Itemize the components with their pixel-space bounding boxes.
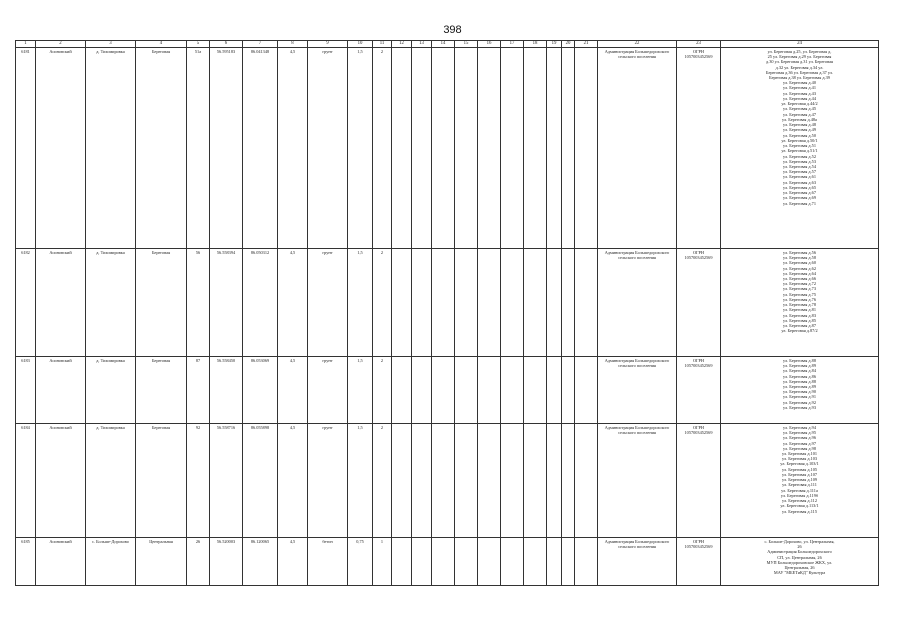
note-line: ул. Береговая д.109 xyxy=(781,477,818,483)
note-line: ул. Береговая д.103/1 xyxy=(780,461,819,467)
column-header: 2 xyxy=(36,41,86,48)
table-row xyxy=(16,537,879,585)
column-header: 11 xyxy=(373,41,392,48)
column-header: 23 xyxy=(677,41,721,48)
note-line: ул. Береговая д.105 xyxy=(781,466,818,472)
cell-empty xyxy=(412,356,432,423)
cell-area: 4,5 xyxy=(278,537,308,585)
cell-empty xyxy=(547,47,562,248)
cell-empty xyxy=(501,356,524,423)
cell-empty xyxy=(524,248,547,356)
cell-empty xyxy=(562,47,575,248)
cell-count: 1 xyxy=(373,537,392,585)
column-header: 13 xyxy=(412,41,432,48)
cell-empty xyxy=(501,248,524,356)
cell-surface: бетон xyxy=(308,537,348,585)
cell-empty xyxy=(575,423,598,537)
cell-area: 4,5 xyxy=(278,47,308,248)
cell-empty xyxy=(547,423,562,537)
cell-empty xyxy=(524,423,547,537)
note-line: ул. Береговая д.111 xyxy=(782,482,817,488)
ogrn-value: 1057003452569 xyxy=(684,255,713,261)
column-header: 16 xyxy=(478,41,501,48)
cell-empty xyxy=(392,248,412,356)
cell-lat: 56.558716 xyxy=(210,423,243,537)
cell-empty xyxy=(575,47,598,248)
ogrn-value: 1057003452569 xyxy=(684,54,713,60)
cell-ogrn xyxy=(677,537,721,585)
column-header: 15 xyxy=(455,41,478,48)
column-header: 12 xyxy=(392,41,412,48)
cell-ogrn xyxy=(677,356,721,423)
note-line: ул. Береговая д.64 xyxy=(783,270,816,276)
cell-empty xyxy=(478,537,501,585)
cell-lat: 56.520003 xyxy=(210,537,243,585)
note-line: ул. Береговая д.103 xyxy=(781,456,818,462)
cell-notes xyxy=(721,423,879,537)
note-line: 26 xyxy=(797,544,802,550)
note-line: 25 ул. Береговая д.29 ул. Береговая xyxy=(767,54,832,60)
cell-empty xyxy=(562,248,575,356)
cell-num: 6184 xyxy=(16,423,36,537)
cell-volume: 1,5 xyxy=(348,47,373,248)
note-line: ул. Береговая д.47 xyxy=(783,111,816,117)
cell-area: 4,5 xyxy=(278,356,308,423)
column-header: 18 xyxy=(524,41,547,48)
note-line: ул. Береговая д.107 xyxy=(781,471,818,477)
note-line: ул. Береговая д.51/1 xyxy=(781,148,818,154)
cell-empty xyxy=(392,423,412,537)
note-line: ул. Береговая д.50 xyxy=(783,132,816,138)
cell-empty xyxy=(455,248,478,356)
cell-count: 2 xyxy=(373,47,392,248)
note-line: ул. Береговая д.41 xyxy=(783,85,816,91)
cell-house: 87 xyxy=(187,356,210,423)
cell-lat: 56.595183 xyxy=(210,47,243,248)
cell-settlement: с. Больше-Дорохово xyxy=(86,537,136,585)
note-line: ул. Береговая д.65 xyxy=(783,184,816,190)
cell-notes xyxy=(721,248,879,356)
cell-ogrn xyxy=(677,423,721,537)
cell-count: 2 xyxy=(373,356,392,423)
note-line: д.32 ул. Береговая д.34 ул. xyxy=(775,64,824,70)
column-header: 22 xyxy=(598,41,677,48)
note-line: ул. Береговая д.53 xyxy=(783,158,816,164)
cell-lat: 56.558450 xyxy=(210,356,243,423)
cell-volume: 1,5 xyxy=(348,248,373,356)
cell-ogrn xyxy=(677,248,721,356)
note-line: ул. Береговая д.45 xyxy=(783,106,816,112)
note-line: ул. Береговая д.63 xyxy=(783,179,816,185)
cell-empty xyxy=(547,356,562,423)
cell-settlement: д. Тихомировка xyxy=(86,423,136,537)
note-line: Центральная, 26 xyxy=(784,565,815,571)
cell-street: Береговая xyxy=(136,423,187,537)
column-header: 24 xyxy=(721,41,879,48)
table-row xyxy=(16,356,879,423)
note-line: ул. Береговая д.25, ул. Береговая д. xyxy=(767,48,832,54)
note-line: ул. Береговая д.91 xyxy=(783,394,816,400)
note-line: ул. Береговая д.76 xyxy=(783,296,816,302)
cell-count: 2 xyxy=(373,248,392,356)
cell-empty xyxy=(501,47,524,248)
cell-surface: грунт xyxy=(308,248,348,356)
cell-empty xyxy=(575,537,598,585)
column-header: 14 xyxy=(432,41,455,48)
column-header: 7 xyxy=(243,41,278,48)
ogrn-label: ОГРН xyxy=(692,249,705,255)
cell-empty xyxy=(575,248,598,356)
cell-lon: 86.041348 xyxy=(243,47,278,248)
column-header: 19 xyxy=(547,41,562,48)
table-body xyxy=(16,47,879,585)
cell-volume: 0,75 xyxy=(348,537,373,585)
note-line: ул. Береговая д.62 xyxy=(783,265,816,271)
ogrn-label: ОГРН xyxy=(692,48,705,54)
cell-street: Центральная xyxy=(136,537,187,585)
note-line: ул. Береговая д.113/1 xyxy=(780,503,819,509)
note-line: ул. Береговая д.98 xyxy=(783,445,816,451)
page-number: 398 xyxy=(443,24,462,36)
cell-owner: Администрация Большедорохского сельского поселения xyxy=(598,423,677,537)
cell-district: Асиновский xyxy=(36,356,86,423)
cell-empty xyxy=(392,356,412,423)
note-line: Администрация Большедорохского xyxy=(767,549,832,555)
cell-empty xyxy=(432,423,455,537)
note-line: ул. Береговая д.49 xyxy=(783,127,816,133)
cell-empty xyxy=(432,537,455,585)
note-line: с. Больше-Дорохово, ул. Центральная, xyxy=(764,538,835,544)
note-line: ул. Береговая д.78 xyxy=(783,302,816,308)
cell-empty xyxy=(478,423,501,537)
cell-empty xyxy=(562,423,575,537)
ogrn-label: ОГРН xyxy=(692,357,705,363)
note-line: ул. Береговая д.97 xyxy=(783,440,816,446)
note-line: ул. Береговая д.60 xyxy=(783,260,816,266)
cell-empty xyxy=(524,537,547,585)
cell-num: 6185 xyxy=(16,537,36,585)
cell-empty xyxy=(575,356,598,423)
cell-area: 4,5 xyxy=(278,248,308,356)
cell-owner: Администрация Большедорохского сельского поселения xyxy=(598,537,677,585)
cell-empty xyxy=(392,537,412,585)
cell-empty xyxy=(501,423,524,537)
cell-num: 6182 xyxy=(16,248,36,356)
note-line: ул. Береговая д.83 xyxy=(783,312,816,318)
ogrn-value: 1057003452569 xyxy=(684,544,713,550)
cell-empty xyxy=(432,248,455,356)
cell-district: Асиновский xyxy=(36,537,86,585)
cell-empty xyxy=(412,47,432,248)
cell-empty xyxy=(455,537,478,585)
note-line: ул. Береговая д.94 xyxy=(783,424,816,430)
table-row xyxy=(16,248,879,356)
cell-lon: 86.055898 xyxy=(243,423,278,537)
note-line: ул. Береговая д.89 xyxy=(783,384,816,390)
column-header: 8 xyxy=(278,41,308,48)
cell-empty xyxy=(412,248,432,356)
note-line: ул. Береговая д.89 xyxy=(783,363,816,369)
cell-notes xyxy=(721,537,879,585)
cell-district: Асиновский xyxy=(36,423,86,537)
table-row xyxy=(16,423,879,537)
note-line: ул. Береговая д.58 xyxy=(783,255,816,261)
cell-count: 2 xyxy=(373,423,392,537)
cell-empty xyxy=(478,47,501,248)
cell-street: Береговая xyxy=(136,356,187,423)
note-line: ул. Береговая д.44/2 xyxy=(781,101,818,107)
note-line: ул. Береговая д.88 xyxy=(783,378,816,384)
cell-owner: Администрация Большедорохского сельского поселения xyxy=(598,248,677,356)
column-header: 17 xyxy=(501,41,524,48)
note-line: ул. Береговая д.43 xyxy=(783,90,816,96)
cell-surface: грунт xyxy=(308,47,348,248)
note-line: ул. Береговая д.52 xyxy=(783,153,816,159)
cell-empty xyxy=(501,537,524,585)
note-line: ул. Береговая д.54 xyxy=(783,164,816,169)
cell-owner: Администрация Большедорохского сельского поселения xyxy=(598,47,677,248)
ogrn-label: ОГРН xyxy=(692,424,705,430)
column-header: 5 xyxy=(187,41,210,48)
note-line: ул. Береговая д.51 xyxy=(783,143,816,149)
column-header: 21 xyxy=(575,41,598,48)
column-header: 10 xyxy=(348,41,373,48)
note-line: ул. Береговая д.40 xyxy=(783,80,816,86)
note-line: ул. Береговая д.81 xyxy=(783,307,816,313)
note-line: ул. Береговая д.87 xyxy=(783,323,816,329)
note-line: ул. Береговая д.56 xyxy=(783,249,816,255)
note-line: ул. Береговая д.48 xyxy=(783,122,816,128)
cell-empty xyxy=(432,356,455,423)
note-line: ул. Береговая д.50/1 xyxy=(781,137,818,143)
cell-surface: грунт xyxy=(308,356,348,423)
cell-empty xyxy=(455,423,478,537)
column-header: 3 xyxy=(86,41,136,48)
cell-district: Асиновский xyxy=(36,248,86,356)
note-line: СП, ул. Центральная, 26 xyxy=(777,554,822,560)
note-line: ул. Береговая д.84 xyxy=(783,368,816,374)
note-line: ул. Береговая д.67 xyxy=(783,190,816,196)
note-line: ул. Береговая д.73 xyxy=(783,286,816,292)
cell-empty xyxy=(412,537,432,585)
cell-empty xyxy=(524,356,547,423)
column-header: 1 xyxy=(16,41,36,48)
cell-volume: 1,5 xyxy=(348,423,373,537)
note-line: ул. Береговая д.111а xyxy=(781,487,818,493)
column-header: 6 xyxy=(210,41,243,48)
cell-house: 92 xyxy=(187,423,210,537)
note-line: ул. Береговая д.75 xyxy=(783,291,816,297)
column-number-row xyxy=(16,41,879,48)
cell-house: 26 xyxy=(187,537,210,585)
cell-street: Береговая xyxy=(136,47,187,248)
cell-notes xyxy=(721,356,879,423)
cell-lon: 86.120065 xyxy=(243,537,278,585)
cell-empty xyxy=(478,248,501,356)
cell-num: 6181 xyxy=(16,47,36,248)
cell-ogrn xyxy=(677,47,721,248)
note-line: ул. Береговая д.44 xyxy=(783,95,816,101)
ogrn-label: ОГРН xyxy=(692,538,705,544)
cell-lat: 56.558394 xyxy=(210,248,243,356)
note-line: ул. Береговая д.93 xyxy=(783,404,816,410)
note-line: д.30 ул. Береговая д.31 ул. Береговая xyxy=(765,59,834,65)
note-line: ул. Береговая д.72 xyxy=(783,281,816,287)
note-line: ул. Береговая д.69 xyxy=(783,195,816,201)
cell-empty xyxy=(478,356,501,423)
note-line: Береговая д.38 ул. Береговая д.39 xyxy=(769,75,830,81)
cell-owner: Администрация Большедорохского сельского поселения xyxy=(598,356,677,423)
cell-notes xyxy=(721,47,879,248)
cell-settlement: д. Тихомировка xyxy=(86,47,136,248)
cell-empty xyxy=(432,47,455,248)
note-line: Береговая д.36 ул. Береговая д.37 ул. xyxy=(765,69,834,75)
cell-house: 56 xyxy=(187,248,210,356)
cell-surface: грунт xyxy=(308,423,348,537)
note-line: МУП Большедороховское ЖКХ, ул. xyxy=(766,559,833,565)
note-line: ул. Береговая д.71 xyxy=(783,200,816,206)
cell-empty xyxy=(547,537,562,585)
note-line: ул. Береговая д.90 xyxy=(783,389,816,395)
note-line: ул. Береговая д.57 xyxy=(783,169,816,175)
note-line: ул. Береговая д.92 xyxy=(783,399,816,405)
table-row xyxy=(16,47,879,248)
note-line: ул. Береговая д.101 xyxy=(781,451,818,457)
note-line: ул. Береговая д.95 xyxy=(783,430,816,436)
note-line: ул. Береговая д.87/2 xyxy=(781,328,818,334)
cell-empty xyxy=(392,47,412,248)
ogrn-value: 1057003452569 xyxy=(684,430,713,436)
note-line: ул. Береговая д.115 xyxy=(782,508,817,514)
cell-empty xyxy=(562,356,575,423)
cell-num: 6183 xyxy=(16,356,36,423)
cell-empty xyxy=(455,356,478,423)
note-line: ул. Береговая д.85 xyxy=(783,317,816,323)
cell-street: Береговая xyxy=(136,248,187,356)
note-line: ул. Береговая д.86 xyxy=(783,373,816,379)
cell-area: 4,5 xyxy=(278,423,308,537)
cell-lon: 86.050312 xyxy=(243,248,278,356)
cell-house: 51а xyxy=(187,47,210,248)
note-line: ул. Береговая д.96 xyxy=(783,435,816,441)
registry-table xyxy=(15,40,879,586)
cell-settlement: д. Тихомировка xyxy=(86,248,136,356)
column-header: 4 xyxy=(136,41,187,48)
ogrn-value: 1057003452569 xyxy=(684,363,713,369)
note-line: ул. Береговая д.119б xyxy=(780,492,819,498)
note-line: ул. Береговая д.61 xyxy=(783,174,816,180)
cell-empty xyxy=(562,537,575,585)
cell-empty xyxy=(524,47,547,248)
cell-lon: 86.053069 xyxy=(243,356,278,423)
cell-empty xyxy=(547,248,562,356)
note-line: МАУ "МБЕТиКД" Культура xyxy=(773,570,826,576)
column-header: 20 xyxy=(562,41,575,48)
column-header: 9 xyxy=(308,41,348,48)
cell-settlement: д. Тихомировка xyxy=(86,356,136,423)
note-line: ул. Береговая д.48а xyxy=(782,116,817,122)
note-line: ул. Береговая д.112 xyxy=(782,498,817,504)
note-line: ул. Береговая д.66 xyxy=(783,276,816,282)
note-line: ул. Береговая д.88 xyxy=(783,357,816,363)
cell-empty xyxy=(455,47,478,248)
cell-volume: 1,5 xyxy=(348,356,373,423)
cell-empty xyxy=(412,423,432,537)
cell-district: Асиновский xyxy=(36,47,86,248)
